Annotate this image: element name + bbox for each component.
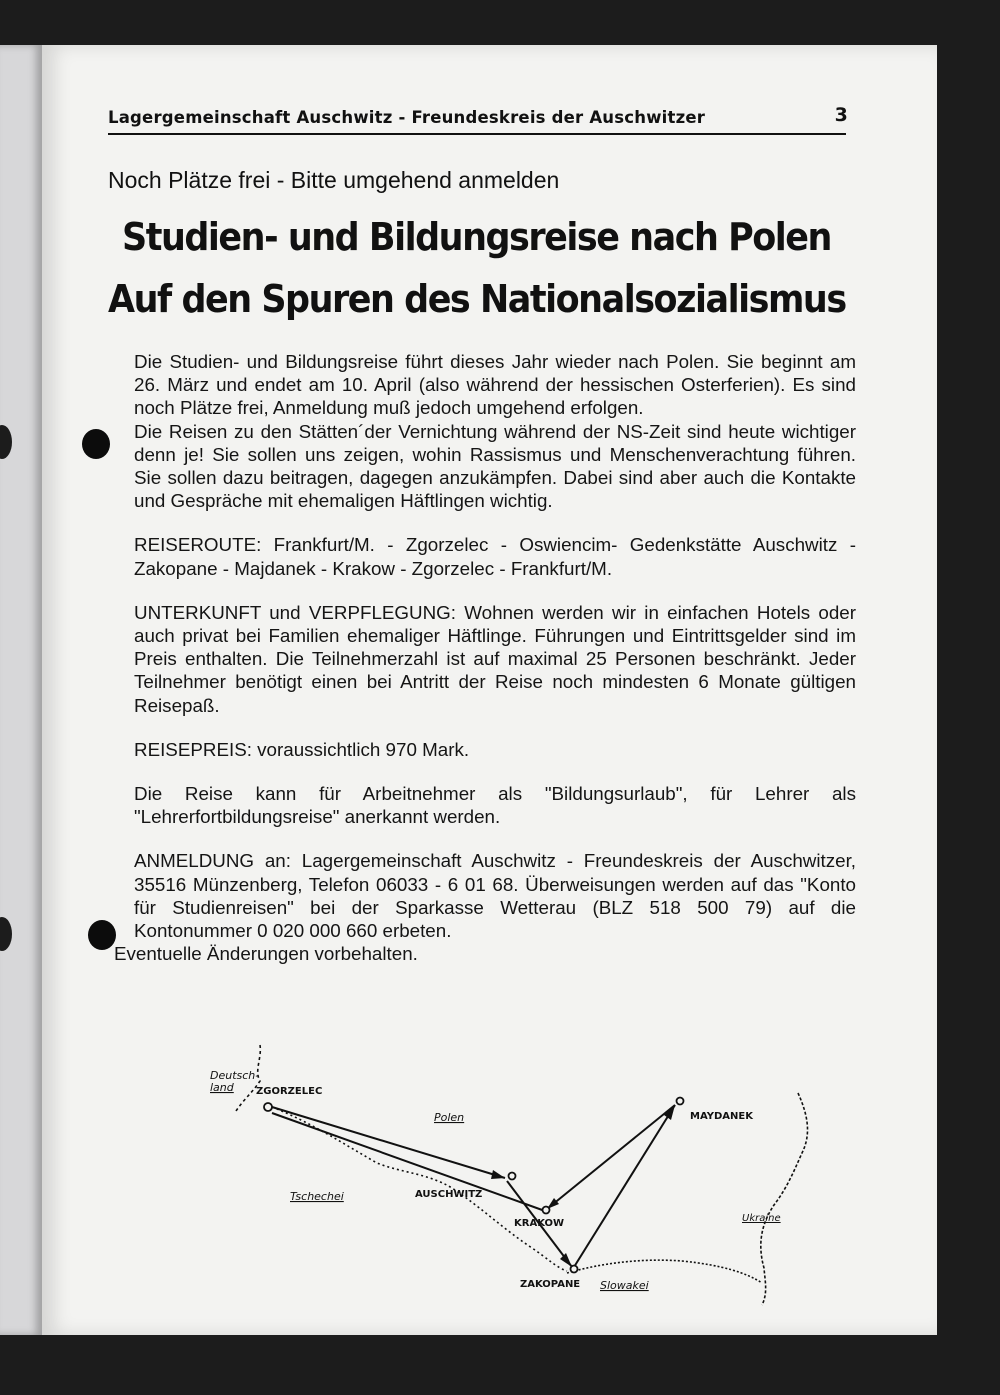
label-zgorzelec: ZGORZELEC <box>256 1086 323 1097</box>
paragraph-intro: Die Studien- und Bildungsreise führt dieses Jahr wieder nach Polen. Sie beginnt am 26. März und endet am 10. April (also während der hessischen Osterferien). Es sind noch Plätze frei, Anmeldung muß jedoch umgehend erfolgen. <box>134 351 856 419</box>
paragraph-purpose: Die Reisen zu den Stätten´der Vernichtung während der NS-Zeit sind heute wichtiger denn je! Sie sollen uns zeigen, wohin Rassismus und Menschenverachtung führen. Sie sollen dazu beitragen, dagegen anzukämpfen. Dabei sind aber auch die Kontakte und Gespräche mit ehemaligen Häftlingen wichtig. <box>134 420 856 512</box>
label-deutschland-2: land <box>210 1081 234 1094</box>
label-krakow: KRAKOW <box>514 1218 565 1229</box>
header-organization: Lagergemeinschaft Auschwitz - Freundeskreis der Auschwitzer <box>108 108 706 127</box>
headline-line-2: Auf den Spuren des Nationalsozialismus <box>108 277 846 321</box>
label-maydanek: MAYDANEK <box>690 1111 753 1122</box>
punch-hole <box>82 429 110 459</box>
route-map-sketch <box>202 1023 842 1313</box>
label-deutschland-1: Deutsch- <box>210 1069 260 1082</box>
label-slowakei: Slowakei <box>600 1279 649 1292</box>
page-number: 3 <box>834 104 848 126</box>
label-polen: Polen <box>434 1111 465 1124</box>
city-marker-maydanek <box>677 1098 684 1105</box>
paragraph-leave: Die Reise kann für Arbeitnehmer als "Bildungsurlaub", für Lehrer als "Lehrerfortbildungsreise" anerkannt werden. <box>134 783 856 828</box>
left-page-punch-hole <box>0 425 12 459</box>
label-ukraine: Ukraine <box>742 1213 781 1224</box>
route-zakopane-maydanek <box>574 1105 675 1267</box>
page-header <box>108 101 846 135</box>
label-zakopane: ZAKOPANE <box>520 1279 581 1290</box>
paragraph-changes: Eventuelle Änderungen vorbehalten. <box>114 943 418 965</box>
city-marker-auschwitz <box>509 1173 516 1180</box>
route-maydanek-krakow <box>547 1105 675 1209</box>
arrow-to-auschwitz <box>491 1170 505 1179</box>
label-tschechei: Tschechei <box>290 1190 344 1203</box>
paragraph-accommodation: UNTERKUNFT und VERPFLEGUNG: Wohnen werden wir in einfachen Hotels oder auch privat bei Familien ehemaliger Häftlinge. Führungen und Eintrittsgelder sind im Preis enthalten. Die Teilnehmerzahl ist auf maximal 25 Personen beschränkt. Jeder Teilnehmer benötigt einen bei Antritt der Reise noch mindesten 6 Monate gültigen Reisepaß. <box>134 601 856 716</box>
document-page <box>42 45 937 1335</box>
article-kicker: Noch Plätze frei - Bitte umgehend anmelden <box>108 167 560 193</box>
city-marker-zgorzelec <box>264 1103 272 1111</box>
adjacent-page-edge <box>0 45 42 1335</box>
article-body <box>110 350 856 965</box>
left-page-punch-hole <box>0 917 12 951</box>
headline-line-1: Studien- und Bildungsreise nach Polen <box>122 215 831 259</box>
paragraph-price: REISEPREIS: voraussichtlich 970 Mark. <box>134 738 470 760</box>
city-marker-krakow <box>543 1207 550 1214</box>
border-slovakia <box>567 1260 762 1283</box>
paragraph-route: REISEROUTE: Frankfurt/M. - Zgorzelec - Oswiencim- Gedenkstätte Auschwitz - Zakopane - Majdanek - Krakow - Zgorzelec - Frankfurt/M. <box>134 534 856 579</box>
label-auschwitz: AUSCHWITZ <box>415 1189 483 1200</box>
paragraph-registration: ANMELDUNG an: Lagergemeinschaft Auschwitz - Freundeskreis der Auschwitzer, 35516 Münzenberg, Telefon 06033 - 6 01 68. Überweisungen werden auf das "Konto für Studienreisen" bei der Sparkasse Wetterau (BLZ 518 500 79) auf die Kontonummer 0 020 000 660 erbeten. <box>134 850 856 942</box>
city-marker-zakopane <box>571 1266 578 1273</box>
border-east <box>761 1093 808 1305</box>
